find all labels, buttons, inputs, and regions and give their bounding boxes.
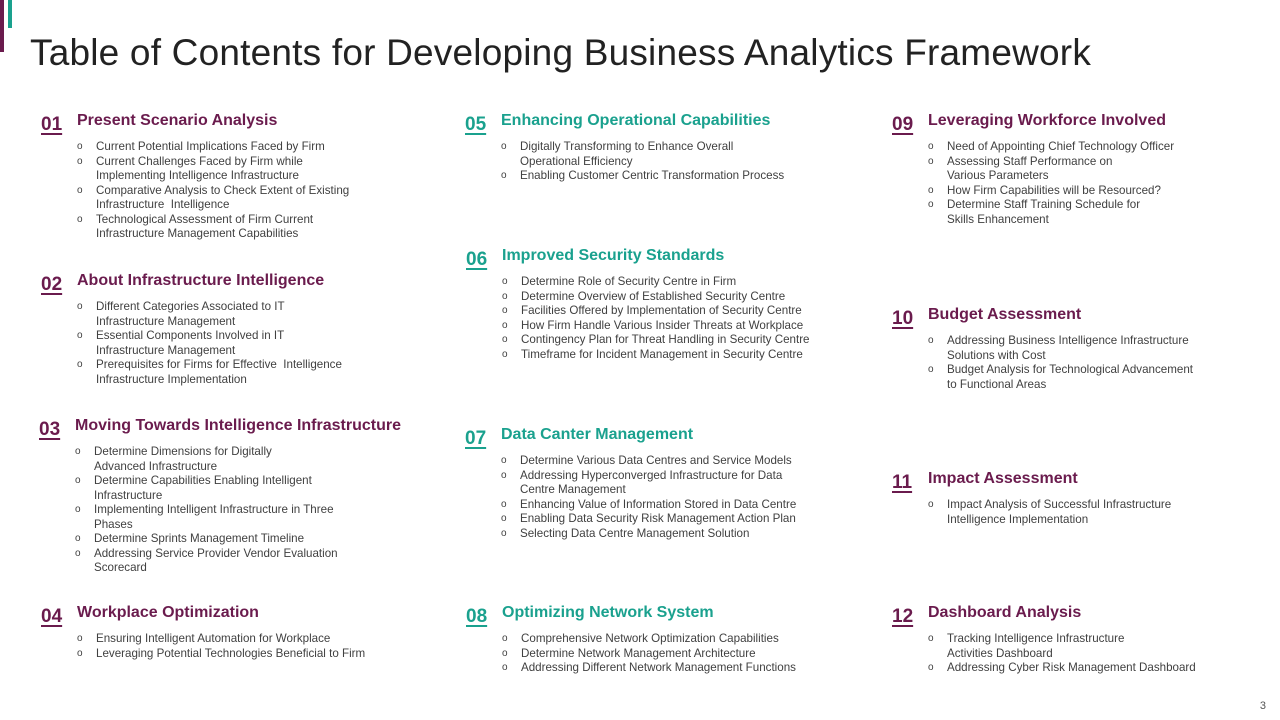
circle-bullet-icon: o: [502, 305, 508, 316]
list-item-text: Assessing Staff Performance on Various Parameters: [947, 154, 1113, 182]
list-item-text: Enabling Customer Centric Transformation Process: [520, 169, 785, 182]
circle-bullet-icon: o: [77, 647, 83, 659]
section-number: 09: [892, 114, 914, 135]
section-item-list: [892, 140, 1174, 227]
circle-bullet-icon: o: [502, 647, 508, 659]
circle-bullet-icon: o: [77, 330, 83, 341]
section-number: 02: [41, 274, 63, 295]
section-title: About Infrastructure Intelligence: [77, 272, 325, 289]
list-item: [75, 503, 338, 532]
section-header: [465, 428, 796, 454]
circle-bullet-icon: o: [502, 290, 508, 302]
list-item-text: Enhancing Value of Information Stored in Data Centre: [520, 497, 797, 511]
section-item-list: [465, 454, 796, 541]
section-number: 06: [466, 249, 488, 270]
circle-bullet-icon: o: [928, 199, 934, 210]
list-item-text: Determine Overview of Established Security Centre: [521, 289, 786, 303]
list-item-text: Impact Analysis of Successful Infrastructure Intelligence Implementation: [947, 498, 1172, 526]
section-title: Impact Assessment: [928, 470, 1078, 487]
list-item: [928, 334, 1193, 363]
list-item: [501, 454, 796, 469]
section-number: 01: [41, 114, 63, 135]
list-item: [928, 363, 1193, 392]
circle-bullet-icon: o: [77, 141, 83, 152]
list-item: [77, 300, 342, 329]
circle-bullet-icon: o: [75, 446, 81, 457]
list-item-text: Comprehensive Network Optimization Capabilities: [521, 632, 779, 645]
section-title: Optimizing Network System: [502, 604, 714, 621]
circle-bullet-icon: o: [502, 319, 508, 331]
list-item: [928, 498, 1171, 527]
list-item-text: How Firm Capabilities will be Resourced?: [947, 183, 1161, 197]
section-header: [41, 274, 342, 300]
list-item-text: Determine Sprints Management Timeline: [94, 532, 305, 545]
list-item: [928, 155, 1174, 184]
section-header: [41, 606, 365, 632]
list-item: [501, 512, 796, 527]
circle-bullet-icon: o: [928, 633, 934, 644]
toc-section-02: [41, 274, 342, 387]
circle-bullet-icon: o: [928, 155, 934, 167]
list-item-text: Timeframe for Incident Management in Security Centre: [521, 347, 803, 361]
circle-bullet-icon: o: [928, 184, 934, 196]
list-item: [501, 498, 796, 513]
list-item-text: Essential Components Involved in IT Infrastructure Management: [96, 329, 285, 357]
list-item: [502, 333, 810, 348]
section-item-list: [892, 334, 1193, 392]
list-item: [75, 532, 338, 547]
list-item: [75, 445, 338, 474]
list-item-text: Comparative Analysis to Check Extent of Existing Infrastructure Intelligence: [96, 183, 350, 211]
accent-bar-purple: [0, 0, 4, 52]
circle-bullet-icon: o: [75, 547, 81, 559]
list-item-text: Addressing Different Network Management Functions: [521, 661, 796, 674]
circle-bullet-icon: o: [928, 335, 934, 346]
list-item-text: Prerequisites for Firms for Effective Intelligence Infrastructure Implementation: [96, 358, 342, 386]
list-item: [502, 632, 796, 647]
toc-section-10: [892, 308, 1193, 392]
section-header: [39, 417, 401, 445]
circle-bullet-icon: o: [928, 499, 934, 510]
circle-bullet-icon: o: [75, 504, 81, 515]
list-item: [77, 329, 342, 358]
list-item-text: Current Potential Implications Faced by Firm: [96, 140, 325, 153]
list-item-text: Determine Staff Training Schedule for Skills Enhancement: [947, 198, 1141, 226]
circle-bullet-icon: o: [501, 170, 507, 181]
circle-bullet-icon: o: [502, 348, 508, 360]
list-item-text: Addressing Service Provider Vendor Evaluation Scorecard: [94, 546, 338, 574]
list-item-text: Determine Network Management Architecture: [521, 646, 756, 660]
list-item-text: Tracking Intelligence Infrastructure Activities Dashboard: [947, 632, 1125, 660]
section-title: Moving Towards Intelligence Infrastructure: [75, 417, 401, 434]
list-item-text: Determine Role of Security Centre in Firm: [521, 275, 737, 288]
list-item: [77, 358, 342, 387]
section-header: [892, 606, 1196, 632]
list-item: [501, 527, 796, 542]
list-item-text: Contingency Plan for Threat Handling in Security Centre: [521, 333, 810, 346]
section-header: [41, 114, 349, 140]
list-item: [928, 632, 1196, 661]
list-item: [928, 184, 1174, 199]
circle-bullet-icon: o: [501, 469, 507, 481]
list-item: [502, 647, 796, 662]
circle-bullet-icon: o: [75, 475, 81, 486]
list-item: [77, 647, 365, 662]
list-item: [502, 661, 796, 676]
page-number: 3: [1259, 700, 1266, 712]
list-item-text: Addressing Cyber Risk Management Dashboard: [947, 661, 1196, 674]
section-number: 03: [39, 419, 61, 440]
list-item-text: Leveraging Potential Technologies Beneficial to Firm: [96, 646, 366, 660]
list-item-text: Implementing Intelligent Infrastructure in Three Phases: [94, 503, 334, 531]
section-item-list: [466, 632, 796, 676]
list-item-text: Different Categories Associated to IT Infrastructure Management: [96, 300, 285, 328]
section-title: Improved Security Standards: [502, 247, 725, 264]
list-item: [77, 632, 365, 647]
circle-bullet-icon: o: [77, 213, 83, 225]
list-item-text: Addressing Hyperconverged Infrastructure for Data Centre Management: [520, 468, 783, 496]
section-number: 04: [41, 606, 63, 627]
list-item: [502, 319, 810, 334]
list-item: [77, 213, 349, 242]
circle-bullet-icon: o: [928, 662, 934, 673]
section-item-list: [41, 632, 365, 661]
circle-bullet-icon: o: [501, 498, 507, 510]
section-header: [892, 308, 1193, 334]
circle-bullet-icon: o: [501, 455, 507, 466]
list-item-text: Need of Appointing Chief Technology Officer: [947, 140, 1175, 153]
section-number: 08: [466, 606, 488, 627]
list-item: [501, 169, 784, 184]
section-title: Enhancing Operational Capabilities: [501, 112, 771, 129]
list-item-text: Ensuring Intelligent Automation for Workplace: [96, 632, 331, 645]
section-item-list: [466, 275, 810, 362]
circle-bullet-icon: o: [77, 359, 83, 370]
circle-bullet-icon: o: [77, 633, 83, 644]
toc-section-03: [39, 417, 401, 576]
accent-bar-teal: [8, 0, 12, 28]
list-item-text: Determine Capabilities Enabling Intelligent Infrastructure: [94, 474, 312, 502]
list-item-text: How Firm Handle Various Insider Threats at Workplace: [521, 318, 804, 332]
list-item: [502, 275, 810, 290]
toc-section-05: [465, 114, 784, 184]
list-item-text: Selecting Data Centre Management Solution: [520, 526, 750, 540]
section-number: 11: [892, 472, 913, 493]
circle-bullet-icon: o: [77, 301, 83, 312]
list-item-text: Current Challenges Faced by Firm while Implementing Intelligence Infrastructure: [96, 154, 303, 182]
section-item-list: [39, 445, 338, 576]
section-header: [466, 249, 810, 275]
section-number: 07: [465, 428, 487, 449]
list-item: [928, 198, 1174, 227]
toc-section-06: [466, 249, 810, 362]
toc-section-01: [41, 114, 349, 242]
list-item: [77, 140, 349, 155]
list-item: [501, 140, 784, 169]
list-item-text: Digitally Transforming to Enhance Overall Operational Efficiency: [520, 140, 734, 168]
circle-bullet-icon: o: [502, 633, 508, 644]
list-item-text: Budget Analysis for Technological Advancement to Functional Areas: [947, 363, 1193, 391]
section-number: 12: [892, 606, 914, 627]
toc-section-11: [892, 472, 1171, 527]
section-title: Budget Assessment: [928, 306, 1082, 323]
list-item: [75, 547, 338, 576]
list-item: [502, 290, 810, 305]
section-title: Data Canter Management: [501, 426, 694, 443]
list-item: [77, 184, 349, 213]
circle-bullet-icon: o: [501, 513, 507, 524]
section-header: [892, 114, 1174, 140]
section-number: 05: [465, 114, 487, 135]
section-header: [465, 114, 784, 140]
list-item-text: Determine Dimensions for Digitally Advanced Infrastructure: [94, 445, 272, 473]
list-item: [501, 469, 796, 498]
list-item-text: Addressing Business Intelligence Infrastructure Solutions with Cost: [947, 334, 1189, 362]
circle-bullet-icon: o: [501, 527, 507, 539]
section-title: Present Scenario Analysis: [77, 112, 278, 129]
section-title: Workplace Optimization: [77, 604, 259, 621]
list-item-text: Facilities Offered by Implementation of Security Centre: [521, 304, 802, 317]
circle-bullet-icon: o: [502, 334, 508, 345]
circle-bullet-icon: o: [77, 184, 83, 196]
circle-bullet-icon: o: [502, 276, 508, 287]
list-item: [77, 155, 349, 184]
list-item: [928, 661, 1196, 676]
list-item: [928, 140, 1174, 155]
section-number: 10: [892, 308, 914, 329]
section-item-list: [41, 300, 342, 387]
section-item-list: [892, 498, 1171, 527]
section-title: Leveraging Workforce Involved: [928, 112, 1166, 129]
list-item-text: Determine Various Data Centres and Service Models: [520, 454, 792, 467]
toc-section-07: [465, 428, 796, 541]
circle-bullet-icon: o: [75, 533, 81, 544]
toc-section-04: [41, 606, 365, 661]
section-item-list: [41, 140, 349, 242]
list-item-text: Technological Assessment of Firm Current Infrastructure Management Capabilities: [96, 212, 314, 240]
section-item-list: [892, 632, 1196, 676]
list-item: [75, 474, 338, 503]
circle-bullet-icon: o: [501, 141, 507, 152]
toc-section-09: [892, 114, 1174, 227]
circle-bullet-icon: o: [928, 141, 934, 152]
toc-section-08: [466, 606, 796, 676]
toc-section-12: [892, 606, 1196, 676]
circle-bullet-icon: o: [77, 155, 83, 167]
section-header: [892, 472, 1171, 498]
list-item: [502, 304, 810, 319]
section-header: [466, 606, 796, 632]
circle-bullet-icon: o: [502, 662, 508, 673]
section-item-list: [465, 140, 784, 184]
list-item: [502, 348, 810, 363]
section-title: Dashboard Analysis: [928, 604, 1082, 621]
circle-bullet-icon: o: [928, 364, 934, 375]
list-item-text: Enabling Data Security Risk Management Action Plan: [520, 512, 796, 525]
page-title: Table of Contents for Developing Business Analytics Framework: [30, 32, 1092, 73]
